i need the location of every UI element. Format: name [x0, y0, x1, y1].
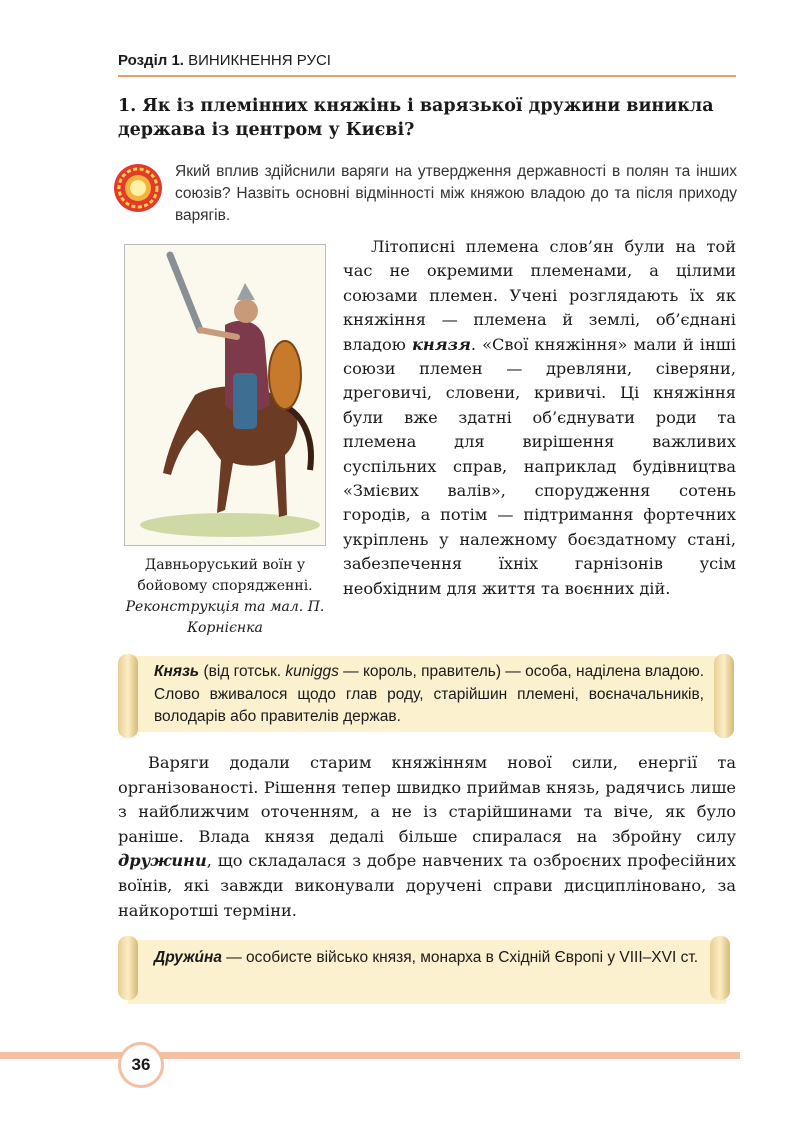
section-label: Розділ 1. — [118, 52, 184, 69]
section-title: 1. Як із племінних княжінь і варязької дружини виникла держава із центром у Києві? — [118, 96, 714, 140]
warrior-illustration — [124, 244, 326, 546]
scroll-left-ornament — [118, 654, 138, 738]
section-name: ВИНИКНЕННЯ РУСІ — [188, 52, 331, 69]
paragraph-text: Варяги додали старим княжінням нової сили, енергії та організованості. Рішення тепер швидко приймав князь, радячись лише з найближчим оточенням, а не із старійшинами та віче, як було раніше. Влада князя дедалі більше спиралася на збройну силу — [118, 753, 736, 846]
paragraph-text-2: , що складалася з добре навчених та озброєних професійних воїнів, які завжди виконували доручені справи дисципліновано, за найкоротші терміни. — [118, 851, 736, 920]
caption-text: Давньоруський воїн у бойовому спорядженні. — [137, 557, 313, 594]
question-text: Який вплив здійснили варяги на утвердження державності в полян та інших союзів? Назвіть основні відмінності між княжою владою до та після приходу варягів. — [175, 163, 737, 224]
caption-credit: Реконструкція та мал. П. Корнієнка — [125, 599, 325, 636]
header-rule — [118, 75, 736, 77]
scroll-right-ornament — [710, 936, 730, 1000]
paragraph-varangians — [118, 751, 736, 923]
scroll-left-ornament — [118, 936, 138, 1000]
main-text-part-2: . «Свої княжіння» мали й інші союзи племен — древляни, сіверяни, дреговичі, словени, кривичі. Ці княжіння були вже здатні об’єднувати роди та племена для вирішення важливих суспільних справ, наприклад будівництва «Змієвих валів», спорудження сотень городів, а потім — підтримання фортечних укріплень у належному боєздатному стані, забезпечення їхніх гарнізонів усім необхідним для життя та воєнних дій. — [343, 334, 736, 598]
footer-band — [0, 1052, 740, 1059]
page-number: 36 — [118, 1042, 164, 1088]
definition-text: (від готськ. — [199, 663, 286, 680]
definition-term: Дружи́на — [154, 949, 222, 966]
definition-term: Князь — [154, 663, 200, 680]
ornament-icon — [113, 163, 163, 213]
running-header — [118, 52, 331, 69]
foreign-word: kuniggs — [285, 663, 339, 680]
main-text-part: Літописні племена слов’ян були на той час не окремими племенами, а цілими союзами племен. Учені розглядають їх як княжіння — племена й землі, об’єднані владою — [343, 237, 736, 354]
figure-caption — [120, 555, 330, 639]
term-druzhyna: дружини — [118, 851, 207, 871]
term-knyaz: князя — [411, 334, 471, 354]
main-text — [343, 235, 736, 601]
scroll-right-ornament — [714, 654, 734, 738]
paragraph — [118, 751, 736, 923]
definition-text: — особисте військо князя, монарха в Східній Європі у VIII–XVI ст. — [221, 949, 699, 966]
definition-text-2: — король, правитель) — особа, наділена владою. Слово вживалося щодо глав роду, старійшин племені, воєначальників, володарів або правителів держав. — [154, 663, 705, 725]
definition-knyaz — [154, 661, 704, 729]
definition-druzhyna — [154, 947, 704, 970]
main-paragraph — [343, 235, 736, 601]
